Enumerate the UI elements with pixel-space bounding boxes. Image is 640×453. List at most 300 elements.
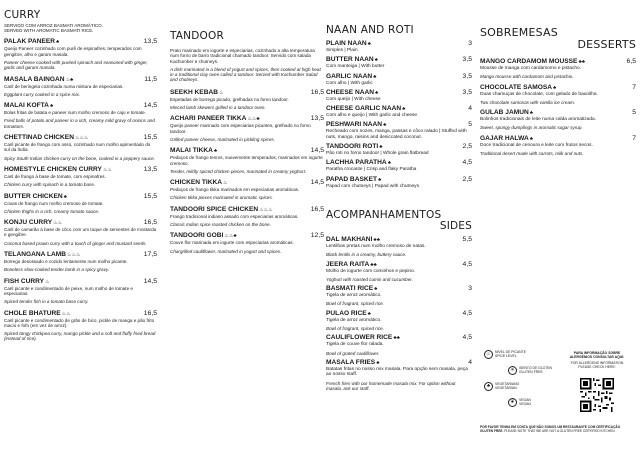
diet-spice-icons: ♣ — [383, 122, 387, 129]
item-header — [326, 89, 472, 97]
menu-item — [4, 251, 157, 273]
vegetarian-icon: ♣ — [484, 382, 493, 391]
item-name: LACHHA PARATHA — [326, 159, 387, 167]
item-name: BASMATI RICE — [326, 285, 374, 293]
diet-spice-icons: ♣ — [213, 148, 218, 155]
item-price: 5 — [468, 121, 472, 129]
item-header — [170, 115, 324, 123]
curry-section — [4, 0, 157, 342]
item-title — [480, 84, 556, 92]
diet-spice-icons: ♨♨♨ — [74, 135, 89, 142]
item-header — [326, 176, 472, 184]
item-description-en: Bowl of fragrant, spiced rice. — [326, 301, 384, 307]
item-description-en: Fried balls of potato and paneer in a rich, creamy mild gravy of onions and tomatoes. — [4, 118, 155, 129]
item-header — [170, 89, 324, 97]
item-header — [4, 219, 157, 227]
item-description-en: Traditional desert made with carrots, milk and nuts. — [480, 151, 584, 157]
item-price: 13,5 — [143, 165, 157, 173]
item-header — [170, 179, 324, 187]
diet-spice-icons: ♣ — [402, 106, 406, 113]
diet-spice-icons: ♨ — [223, 180, 228, 187]
item-description-pt: Bolinhos tradicionais de leite numa calda aromatizada. — [480, 117, 596, 123]
item-header — [480, 84, 636, 92]
diet-spice-icons: ♣ — [56, 39, 60, 46]
item-description-pt: Caril de camarão à base de côco com um toque de sementes de mostarda e gengibre. — [4, 227, 157, 238]
item-price: 3 — [468, 285, 472, 293]
menu-item — [170, 147, 324, 174]
item-title — [326, 40, 371, 48]
item-description-en: Chicken tikka pieces marinated in aromatic spices. — [170, 195, 273, 201]
diet-spice-icons: ♨ — [219, 89, 224, 96]
curry-list — [4, 38, 157, 341]
item-title — [4, 219, 62, 227]
item-title — [170, 147, 217, 155]
item-description: Com alho | With garlic — [326, 80, 373, 86]
item-description-en: Grilled paneer cheese, marinated in pickling spices. — [170, 136, 275, 142]
item-name: DAL MAKHANI — [326, 235, 373, 243]
item-price: 3 — [468, 40, 472, 47]
item-description-en: Eggplant curry cooked in a spice mix. — [4, 91, 81, 97]
item-description-pt: Batatas fritas no nosso mix masala. Para opção sem masala, peça ao nosso staff. — [326, 366, 468, 378]
tandoor-intro-en: A dish marinated in a blend of yogurt and spices, then cooked at high heat in a traditional clay oven called a tandoor. Served with Kachumber Salad and chutneys. — [170, 66, 321, 83]
item-name: CHOLE BHATURE — [4, 309, 61, 317]
allergen-info-en: FOR ALLERGENS INFORMATION PLEASE CHECK HERE: — [570, 360, 624, 369]
item-header — [480, 109, 636, 117]
menu-item — [170, 179, 324, 201]
item-name: KONJU CURRY — [4, 219, 53, 227]
item-description-en: Paneer cheese cooked with puréed spinach and seasoned with ginger, garlic and garam masala. — [4, 60, 148, 71]
item-price: 4 — [468, 105, 472, 113]
legend-veg-en: VEGETARIAN — [495, 385, 517, 390]
item-header — [326, 359, 472, 367]
allergen-info-pt: PARA INFORMAÇÃO SOBRE ALERGÉNIOS CONSULTAR AQUI: — [569, 351, 625, 359]
menu-item — [4, 219, 157, 246]
item-description-pt: Caril de frango à base de tomate, com espinafres. — [4, 173, 106, 179]
item-header — [480, 135, 636, 143]
item-header — [480, 58, 636, 66]
item-description-pt: Tigela de arroz aromático. — [326, 317, 382, 323]
item-description: Paratha crocante | Crisp and flaky Paratha — [326, 167, 417, 173]
item-description-pt: Duas chamuças de chocolate, com gelado de baunilha. — [480, 91, 598, 97]
item-title — [326, 143, 383, 151]
item-price: 14,5 — [143, 102, 157, 110]
diet-spice-icons: ♣ — [529, 110, 534, 117]
item-price: 17,5 — [143, 251, 157, 259]
menu-item — [326, 89, 472, 102]
item-title — [170, 115, 260, 123]
item-name: BUTTER CHICKEN — [4, 192, 63, 200]
item-name: MASALA FRIES — [326, 358, 376, 366]
item-header — [4, 134, 157, 142]
gluten-disclaimer-en: PLEASE NOTE THAT WE ARE NOT A GLUTEN FREE CERTIFIED KITCHEN. — [504, 428, 616, 433]
item-description-en: Black lentils in a creamy, buttery sauce. — [326, 252, 407, 258]
menu-item — [170, 89, 324, 111]
item-description-pt: Coxas de frango num molho cremoso de tomate. — [4, 200, 104, 206]
item-description-pt: Couve flor marinada em iogurte com especiarias aromáticas. — [170, 240, 294, 246]
menu-item — [326, 159, 472, 172]
item-description: Papad com chutneys | Papad with chutneys — [326, 183, 419, 189]
item-title — [326, 89, 378, 97]
item-description-en: Bowl of fragrant, spiced rice. — [326, 326, 384, 332]
item-name: PLAIN NAAN — [326, 40, 367, 47]
item-name: TANDOORI ROTI — [326, 143, 379, 151]
item-description-pt: Pedaços de frango tenros, suavemente temperados, marinados em iogurte cremoso. — [170, 155, 323, 166]
menu-item — [4, 310, 157, 342]
menu-item — [4, 166, 157, 188]
item-title — [4, 102, 53, 110]
legend-veg-pt: VEGETARIANO — [495, 381, 520, 386]
item-name: JEERA RAITA — [326, 260, 370, 268]
tandoor-intro-pt: Prato marinado em iogurte e especiarias, cozinhado a alta temperatura num forno de barro tradicional chamado tandoor. Servido com salada Kachumber e chutneys. — [170, 48, 315, 64]
item-description-pt: Queijo paneer marinado com especiarias picantes, grelhado no forno tandoor. — [170, 123, 311, 134]
menu-item — [326, 334, 472, 356]
item-name: ACHARI PANEER TIKKA — [170, 115, 247, 123]
item-title — [326, 176, 381, 184]
item-description-en: Two chocolate samosas with vanilla ice cream. — [480, 99, 576, 105]
item-description-en: Mango mousse with cardamom and pistachio. — [480, 74, 574, 80]
item-price: 16,5 — [310, 205, 324, 213]
item-header — [326, 236, 472, 244]
item-description-pt: Frango tradicional indiano assado com especiarias aromáticas. — [170, 213, 299, 219]
menu-item — [4, 38, 157, 70]
menu-item — [326, 236, 472, 258]
item-description-en: Boneless slow-cooked tender lamb in a spicy gravy. — [4, 267, 110, 273]
menu-item — [326, 121, 472, 140]
qr-code[interactable] — [580, 378, 614, 412]
item-header — [4, 76, 157, 84]
item-price: 7 — [632, 134, 636, 142]
item-description: Com queijo | With cheese — [326, 96, 381, 102]
item-price: 3,5 — [462, 88, 472, 96]
naan-list — [326, 40, 472, 189]
item-description-pt: Bolas fritas de batata e paneer num molho cremoso de caju e tomate. — [4, 110, 146, 116]
diet-spice-icons: ♣ — [63, 193, 67, 200]
diet-spice-icons: ♣♣ — [578, 59, 586, 65]
item-title — [4, 166, 112, 174]
gluten-free-icon: ✳ — [508, 366, 517, 375]
diet-spice-icons: ♣ — [374, 286, 378, 293]
menu-item — [326, 261, 472, 283]
tandoor-title: TANDOOR — [170, 30, 224, 42]
diet-spice-icons: ♨♨♣ — [224, 233, 237, 240]
item-description-pt: Caril picante e condimentado de grão de bico, pickle de manga e pão frito macio e fofo (em vez de arroz). — [4, 317, 155, 328]
item-name: HOMESTYLE CHICKEN CURRY — [4, 165, 102, 173]
item-title — [170, 89, 223, 97]
item-description-en: Chicken thighs in a rich, creamy tomato sauce. — [4, 208, 100, 214]
item-header — [4, 310, 157, 318]
item-header — [326, 310, 472, 318]
naan-section — [326, 0, 472, 391]
diet-spice-icons: ♣ — [373, 73, 377, 80]
item-description-pt: Caril de beringela cozinhada numa mistura de especiarias. — [4, 83, 124, 89]
item-price: 3,5 — [462, 56, 472, 64]
item-title — [480, 58, 585, 66]
menu-item — [4, 102, 157, 129]
item-title — [326, 261, 377, 269]
item-name: CHEESE NAAN — [326, 88, 374, 96]
item-description: Pão roti no forno tandoor | Whole grain flatbread — [326, 151, 429, 157]
diet-spice-icons: ♣ — [379, 144, 383, 151]
item-name: TANDOORI GOBI — [170, 232, 224, 240]
item-description-en: Yoghurt with roasted cumin and cucumber. — [326, 276, 413, 282]
item-name: CHOCOLATE SAMOSA — [480, 83, 553, 91]
diet-spice-icons: ♣ — [374, 57, 378, 64]
sides-title-pt: ACOMPANHAMENTOS — [326, 208, 442, 221]
item-header — [326, 73, 472, 81]
diet-spice-icons: ♣ — [378, 176, 382, 183]
legend-veg — [484, 382, 519, 391]
item-name: GAJAR HALWA — [480, 134, 529, 142]
item-title — [326, 73, 376, 81]
diet-spice-icons: ♨♨ — [102, 166, 112, 173]
diet-spice-icons: ♣ — [367, 41, 371, 47]
item-title — [4, 251, 80, 259]
legend-vegan-pt: VEGAN — [519, 397, 531, 402]
item-title — [326, 105, 405, 113]
menu-item — [326, 285, 472, 307]
item-header — [170, 206, 324, 214]
item-description-pt: Pedaços de frango tikka marinados em especiarias aromáticas. — [170, 187, 300, 193]
item-name: MANGO CARDAMOM MOUSSE — [480, 58, 578, 65]
item-price: 6,5 — [626, 58, 636, 65]
item-description: Com manteiga | With butter — [326, 64, 385, 70]
item-name: CAULIFLOWER RICE — [326, 334, 393, 342]
desserts-title-pt: SOBREMESAS — [480, 26, 558, 39]
item-title — [326, 359, 380, 367]
item-title — [4, 278, 50, 286]
curry-subtitle-en: SERVED WITH AROMATIC BASMATI RICE. — [4, 28, 94, 34]
tandoor-section — [170, 0, 324, 254]
item-description-pt: Doce tradicional de cenoura e leite com frutos secos. — [480, 142, 593, 148]
curry-title: CURRY — [4, 9, 41, 21]
item-name: PAPAD BASKET — [326, 175, 378, 183]
item-description-en: Chargrilled cauliflower, marinated in yogurt and spices. — [170, 248, 282, 254]
item-description: Simples | Plain — [326, 48, 358, 53]
item-price: 16,5 — [143, 309, 157, 317]
diet-spice-icons: ♨♨♨ — [259, 206, 273, 213]
item-name: PESHWARI NAAN — [326, 121, 383, 129]
diet-spice-icons: ♣ — [49, 103, 54, 110]
item-price: 15,5 — [143, 134, 157, 142]
menu-item — [170, 115, 324, 142]
diet-spice-icons: ♨♨♣ — [247, 116, 260, 123]
desserts-list — [480, 58, 636, 156]
menu-item — [4, 278, 157, 305]
item-price: 5,5 — [462, 235, 472, 243]
item-header — [326, 143, 472, 151]
item-description-en: Tender, mildly spiced chicken pieces, marinated in creamy yoghurt. — [170, 168, 307, 174]
item-price: 4,5 — [462, 334, 472, 342]
item-header — [326, 261, 472, 269]
item-price: 13,5 — [310, 115, 324, 123]
item-title — [4, 134, 88, 142]
item-description-en: Bowl of grated cauliflower. — [326, 350, 380, 356]
diet-spice-icons: ♨♨♨ — [67, 252, 81, 259]
item-title — [326, 236, 380, 244]
menu-item — [480, 109, 636, 131]
diet-spice-icons: ♣ — [376, 359, 380, 366]
item-price: 15,5 — [143, 192, 157, 200]
diet-spice-icons: ♨♨ — [53, 220, 63, 227]
item-description-en: Sweet, spongy dumplings in aromatic sugar syrup. — [480, 125, 583, 131]
item-header — [326, 285, 472, 293]
item-title — [170, 206, 273, 214]
vegan-icon: ❦ — [508, 398, 517, 407]
item-price: 14,5 — [310, 147, 324, 155]
item-name: PULAO RICE — [326, 309, 367, 317]
item-name: GULAB JAMUN — [480, 109, 529, 117]
menu-item — [326, 105, 472, 118]
gluten-disclaimer-pt: POR FAVOR TENHA EM CONTA QUE NÃO SOMOS UM RESTAURANTE COM CERTIFICAÇÃO GLUTEN FREE. — [480, 425, 621, 433]
diet-spice-icons: ♣♣ — [370, 261, 377, 268]
item-description-pt: Molho de iogurte com cominhos e pepino. — [326, 268, 416, 274]
menu-item — [4, 134, 157, 161]
item-name: GARLIC NAAN — [326, 72, 373, 80]
item-description-en: Spicy South Indian chicken curry on the bone, cooked in a peppery sauce. — [4, 155, 155, 161]
menu-item — [326, 359, 472, 391]
item-name: TELANGANA LAMB — [4, 251, 67, 259]
item-name: CHETTINAD CHICKEN — [4, 134, 74, 142]
item-description-en: Coconut based prawn curry with a touch of ginger and mustard seeds. — [4, 240, 147, 246]
sides-title-en: SIDES — [439, 219, 472, 232]
item-description-en: Classic Indian spice roasted chicken on the bone. — [170, 222, 271, 228]
naan-title: NAAN AND ROTI — [326, 24, 414, 36]
item-name: BUTTER NAAN — [326, 56, 374, 64]
item-title — [4, 310, 71, 318]
menu-item — [4, 193, 157, 215]
menu-item — [326, 176, 472, 189]
item-description-pt: Caril picante e condimentado de peixe, num molho de tomate e especiarias. — [4, 285, 133, 296]
item-header — [4, 102, 157, 110]
item-name: PALAK PANEER — [4, 38, 56, 46]
item-header — [170, 232, 324, 240]
legend — [480, 348, 630, 448]
menu-item — [326, 143, 472, 156]
diet-spice-icons: ♨♣ — [65, 76, 74, 83]
diet-spice-icons: ♣ — [553, 84, 557, 91]
menu-item — [4, 76, 157, 98]
item-price: 5 — [632, 109, 636, 117]
legend-gluten — [508, 366, 552, 375]
menu-item — [326, 40, 472, 53]
diet-spice-icons: ♣ — [529, 135, 534, 142]
menu-item — [326, 56, 472, 69]
item-description-pt: Borrego desossado e cozido lentamente num molho picante. — [4, 259, 128, 265]
legend-vegan — [508, 398, 531, 407]
item-header — [4, 278, 157, 286]
item-description-pt: Espetadas de borrego picado, grelhadas no forno tandoor. — [170, 96, 289, 102]
item-name: TANDOORI SPICE CHICKEN — [170, 205, 259, 213]
sides-list — [326, 236, 472, 391]
tandoor-list — [170, 89, 324, 254]
item-title — [4, 76, 73, 84]
legend-gluten-pt: ISENTO DE GLÚTEN — [519, 365, 552, 370]
item-title — [170, 232, 237, 240]
diet-spice-icons: ♣ — [375, 89, 379, 96]
item-description-pt: Lentilhas pretas num molho cremoso de natas. — [326, 243, 426, 249]
diet-spice-icons: ♣ — [387, 160, 391, 167]
item-header — [4, 193, 157, 201]
desserts-title-en: DESSERTS — [577, 38, 636, 51]
desserts-section — [480, 0, 636, 156]
gluten-disclaimer — [480, 426, 630, 434]
menu-item — [326, 310, 472, 332]
item-price: 3,5 — [462, 72, 472, 80]
item-title — [326, 285, 377, 293]
item-name: MASALA BAINGAN — [4, 75, 65, 83]
item-title — [480, 135, 533, 143]
legend-spice-pt: NÍVEL DE PICANTE — [495, 349, 526, 354]
item-name: MALAI KOFTA — [4, 102, 49, 110]
item-price: 7 — [632, 83, 636, 91]
legend-gluten-en: GLUTEN FREE — [519, 369, 543, 374]
item-price: 11,5 — [144, 75, 157, 83]
legend-spice — [484, 350, 526, 359]
item-description-en: Minced lamb skewers grilled in a tandoor oven. — [170, 105, 266, 111]
item-description-en: French fries with our homemade masala mix. For option without masala, ask our staff. — [326, 380, 456, 391]
item-price: 4,5 — [462, 159, 472, 167]
item-name: MALAI TIKKA — [170, 147, 213, 155]
item-name: CHEESE GARLIC NAAN — [326, 105, 402, 113]
legend-spice-en: SPICE LEVEL — [495, 353, 517, 358]
item-header — [326, 40, 472, 48]
item-price: 4,5 — [462, 309, 472, 317]
item-price: 14,5 — [310, 179, 324, 187]
diet-spice-icons: ♨♨ — [61, 310, 71, 317]
diet-spice-icons: ♣♣ — [373, 236, 380, 243]
item-price: 13,5 — [143, 38, 157, 46]
item-price: 16,5 — [143, 219, 157, 227]
item-name: CHICKEN TIKKA — [170, 179, 223, 187]
chili-icon: ♨ — [484, 350, 493, 359]
allergen-info — [566, 352, 628, 370]
item-price: 2,5 — [462, 175, 472, 183]
item-name: FISH CURRY — [4, 277, 45, 285]
diet-spice-icons: ♨ — [45, 278, 50, 285]
item-description-en: Spiced tender fish in a tomato base curry. — [4, 299, 89, 305]
item-description-pt: Tigela de arroz aromático. — [326, 293, 382, 299]
item-description-pt: Mousse de manga com cardamomo e pistacho. — [480, 66, 582, 71]
item-price: 4,5 — [462, 260, 472, 268]
item-price: 12,5 — [310, 232, 324, 240]
item-description-pt: Queijo Paneer cozinhado com purê de espinafres, temperados com gengibre, alho e garam masala. — [4, 46, 142, 57]
item-title — [480, 109, 533, 117]
item-name: SEEKH KEBAB — [170, 88, 218, 96]
menu-item — [170, 206, 324, 228]
item-price: 16,5 — [310, 88, 324, 96]
item-title — [326, 310, 371, 318]
item-description-en: Spiced tangy chickpea curry, mango pickle and a soft and fluffy fried bread (instead of rice). — [4, 331, 156, 342]
item-header — [170, 147, 324, 155]
item-description-pt: Tigela de couve flor ralada. — [326, 342, 384, 348]
item-title — [4, 38, 59, 46]
item-header — [4, 166, 157, 174]
item-title — [4, 193, 67, 201]
item-price: 2,5 — [462, 143, 472, 151]
item-price: 4 — [468, 358, 472, 366]
item-description-en: Chicken curry with spinach in a tomato base. — [4, 182, 96, 188]
item-header — [326, 105, 472, 113]
menu-item — [480, 58, 636, 80]
item-title — [170, 179, 228, 187]
legend-vegan-en: VEGAN — [519, 401, 531, 406]
item-header — [4, 251, 157, 259]
item-header — [4, 38, 157, 46]
curry-subtitle-pt: SERVIDO COM ARROZ BASMATI AROMÁTICO. — [4, 23, 103, 28]
item-price: 14,5 — [143, 277, 157, 285]
menu-item — [170, 232, 324, 254]
menu-item — [326, 73, 472, 86]
